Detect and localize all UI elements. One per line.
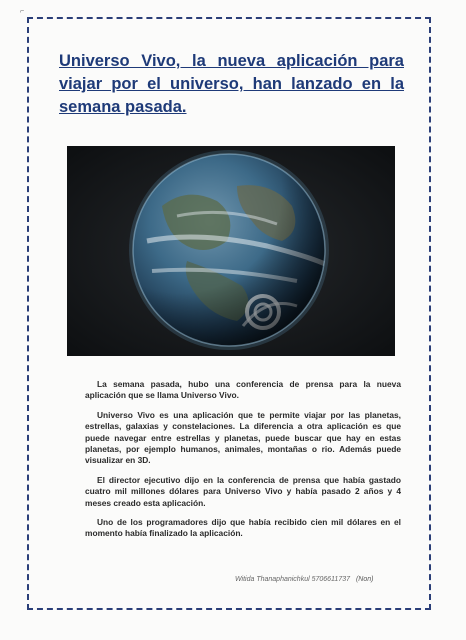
planet-earth-image xyxy=(67,146,395,356)
article-title xyxy=(59,50,404,119)
paragraph-2: Universo Vivo es una aplicación que te permite viajar por las planetas, estrellas, galaxias y constelaciones. La diferencia a otra aplicación es que puede navegar entre estrellas y planetas, puede buscar que hay en estas planetas, por ejemplo humanos, animales, montañas o rio. Además puede visualizar en 3D. xyxy=(85,409,401,466)
article-title-text: Universo Vivo, la nueva aplicación para viajar por el universo, han lanzado en la semana pasada xyxy=(59,52,404,116)
paragraph-3: El director ejecutivo dijo en la conferencia de prensa que había gastado cuatro mil millones dólares para Universo Vivo y había pasado 2 años y 4 meses creado esta aplicación. xyxy=(85,474,401,508)
article-title-period: . xyxy=(181,98,187,116)
handwritten-note: (Non) xyxy=(355,576,374,583)
author-name-id: Witida Thanaphanichkul 5706611737 xyxy=(235,576,351,583)
paragraph-4: Uno de los programadores dijo que había recibido cien mil dólares en el momento había finalizado la aplicación. xyxy=(85,517,401,539)
author-signature xyxy=(235,576,425,583)
article-body xyxy=(85,379,401,548)
paragraph-1: La semana pasada, hubo una conferencia de prensa para la nueva aplicación que se llama Universo Vivo. xyxy=(85,379,401,401)
scan-corner-mark: ⌐ xyxy=(20,8,25,15)
